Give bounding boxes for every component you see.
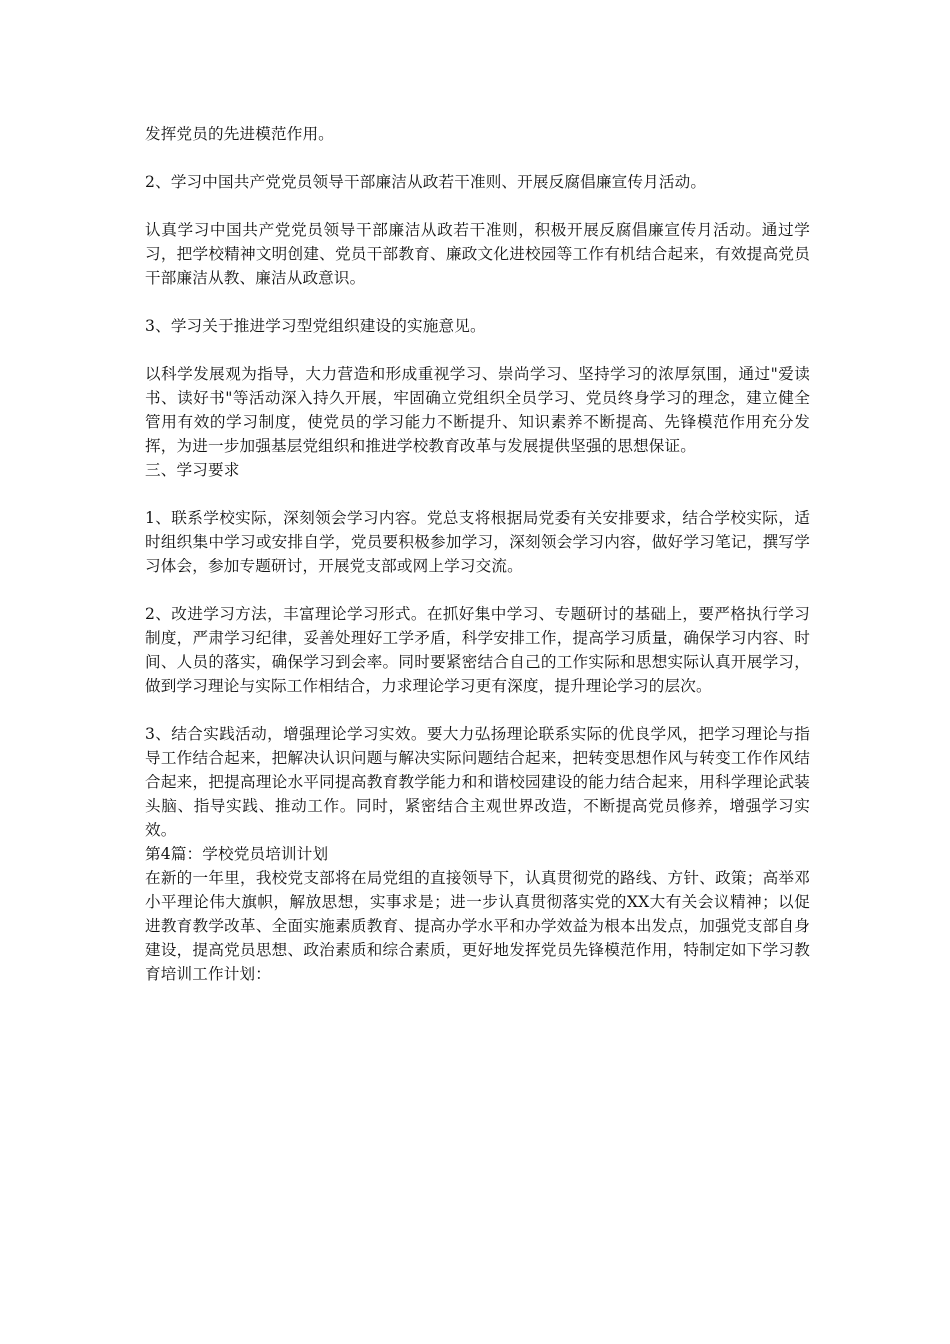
paragraph-training-plan: 在新的一年里，我校党支部将在局党组的直接领导下，认真贯彻党的路线、方针、政策；高举邓小平理论伟大旗帜，解放思想，实事求是；进一步认真贯彻落实党的XX大有关会议精神；以促进教育教学改革、全面实施素质教育、提高办学水平和办学效益为根本出发点，加强党支部自身建设，提高党员思想、政治素质和综合素质，更好地发挥党员先锋模范作用，特制定如下学习教育培训工作计划： <box>145 869 810 983</box>
item-heading-2: 2、学习中国共产党党员领导干部廉洁从政若干准则、开展反腐倡廉宣传月活动。 <box>145 173 707 191</box>
requirement-2: 2、改进学习方法，丰富理论学习形式。在抓好集中学习、专题研讨的基础上，要严格执行学习制度，严肃学习纪律，妥善处理好工学矛盾，科学安排工作，提高学习质量，确保学习内容、时间、人员的落实，确保学习到会率。同时要紧密结合自己的工作实际和思想实际认真开展学习，做到学习理论与实际工作相结合，力求理论学习更有深度，提升理论学习的层次。 <box>145 605 810 695</box>
item-heading-3: 3、学习关于推进学习型党组织建设的实施意见。 <box>145 317 486 335</box>
article-title-4: 第4篇：学校党员培训计划 <box>145 845 329 863</box>
document-body <box>145 122 810 986</box>
paragraph-learning-organization: 以科学发展观为指导，大力营造和形成重视学习、崇尚学习、坚持学习的浓厚氛围，通过"爱读书、读好书"等活动深入持久开展，牢固确立党组织全员学习、党员终身学习的理念，建立健全管用有效的学习制度，使党员的学习能力不断提升、知识素养不断提高、先锋模范作用充分发挥，为进一步加强基层党组织和推进学校教育改革与发展提供坚强的思想保证。 <box>145 365 810 455</box>
requirement-3: 3、结合实践活动，增强理论学习实效。要大力弘扬理论联系实际的优良学风，把学习理论与指导工作结合起来，把解决认识问题与解决实际问题结合起来，把转变思想作风与转变工作作风结合起来，把提高理论水平同提高教育教学能力和和谐校园建设的能力结合起来，用科学理论武装头脑、指导实践、推动工作。同时，紧密结合主观世界改造，不断提高党员修养，增强学习实效。 <box>145 725 810 839</box>
section-heading-requirements: 三、学习要求 <box>145 461 240 479</box>
paragraph-intro-line: 发挥党员的先进模范作用。 <box>145 125 334 143</box>
requirement-1: 1、联系学校实际，深刻领会学习内容。党总支将根据局党委有关安排要求，结合学校实际，适时组织集中学习或安排自学，党员要积极参加学习，深刻领会学习内容，做好学习笔记，撰写学习体会，参加专题研讨，开展党支部或网上学习交流。 <box>145 509 810 575</box>
paragraph-integrity-study: 认真学习中国共产党党员领导干部廉洁从政若干准则，积极开展反腐倡廉宣传月活动。通过学习，把学校精神文明创建、党员干部教育、廉政文化进校园等工作有机结合起来，有效提高党员干部廉洁从教、廉洁从政意识。 <box>145 221 810 287</box>
